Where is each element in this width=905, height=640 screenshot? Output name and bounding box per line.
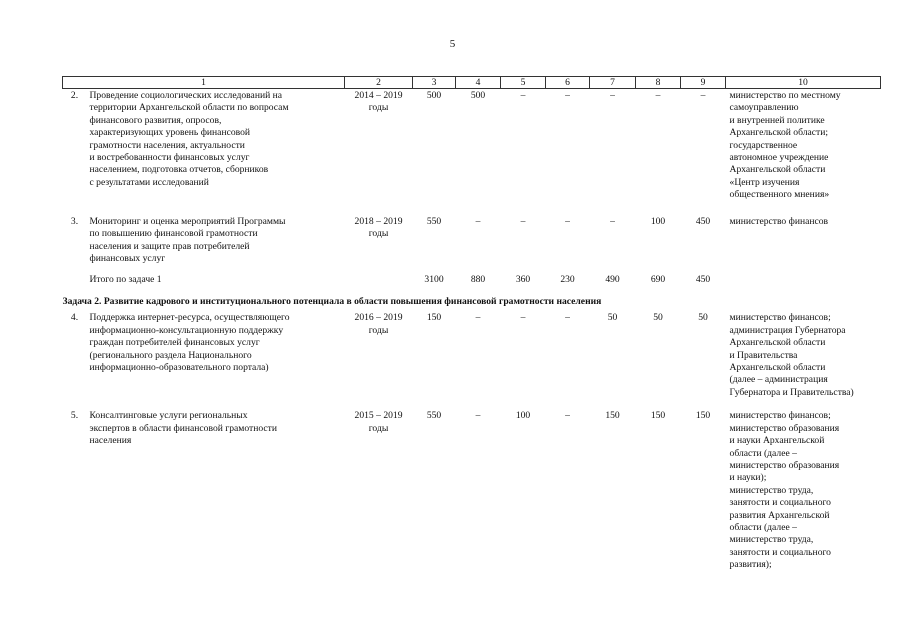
- responsible-executor: министерство финансов: [729, 216, 829, 227]
- header-col-10: 10: [726, 77, 881, 89]
- subtotal-2018: 690: [650, 274, 666, 285]
- responsible-executor: министерство финансов; министерство образования и науки Архангельской области (далее – министерство образования и науки); министерство труда, занятости и социального развития Архангельской области (далее – министерство труда, занятости и социального развития);: [729, 410, 840, 571]
- value-2019: 50: [698, 312, 708, 324]
- header-col-6: 6: [546, 77, 590, 89]
- value-2015: –: [520, 312, 526, 324]
- value-2016: –: [565, 312, 570, 324]
- table-row: [63, 215, 881, 273]
- header-col-2: 2: [345, 77, 413, 89]
- header-col-7: 7: [590, 77, 636, 89]
- value-2014: –: [475, 410, 481, 422]
- activity-name: Консалтинговые услуги региональных экспертов в области финансовой грамотности населения: [89, 410, 277, 447]
- value-2016: –: [565, 410, 570, 422]
- value-2018: 150: [650, 410, 666, 422]
- row-number: 5.: [70, 410, 79, 422]
- value-2017: 150: [605, 410, 620, 422]
- header-col-5: 5: [501, 77, 546, 89]
- subtotal-label: Итого по задаче 1: [89, 274, 162, 285]
- page-number: 5: [449, 38, 456, 50]
- table-header: [63, 77, 881, 89]
- activity-name: Поддержка интернет-ресурса, осуществляющего информационно-консультационную поддержку граждан потребителей финансовых услуг (регионального раздела Национального информационно-образовательного портала): [89, 312, 290, 374]
- row-number: 3.: [70, 216, 79, 227]
- value-2017: 50: [607, 312, 618, 324]
- activity-period: 2014 – 2019 годы: [354, 90, 403, 114]
- row-number: 2.: [70, 90, 79, 101]
- subtotal-2015: 360: [515, 274, 531, 285]
- subtotal-total: 3100: [424, 274, 444, 285]
- program-table: [62, 76, 881, 590]
- value-2019: –: [700, 90, 706, 101]
- value-2019: 150: [695, 410, 711, 422]
- header-col-1: 1: [63, 77, 345, 89]
- value-2015: –: [520, 90, 526, 101]
- table-row: [63, 311, 881, 409]
- value-2014: 500: [470, 90, 486, 101]
- table-row: [63, 89, 881, 216]
- value-2018: –: [655, 90, 661, 101]
- header-col-8: 8: [636, 77, 681, 89]
- header-col-9: 9: [681, 77, 726, 89]
- value-2019: 450: [695, 216, 711, 227]
- value-total: 550: [426, 410, 442, 422]
- value-total: 150: [426, 312, 442, 324]
- value-2018: 100: [650, 216, 666, 227]
- value-2016: –: [565, 216, 570, 227]
- subtotal-row: [63, 273, 881, 294]
- value-2016: –: [565, 90, 570, 101]
- header-col-3: 3: [413, 77, 456, 89]
- task-heading-row: [63, 294, 881, 311]
- table-row: [63, 409, 881, 590]
- subtotal-2017: 490: [605, 274, 620, 285]
- value-2014: –: [475, 312, 481, 324]
- activity-name: Проведение социологических исследований на территории Архангельской области по вопросам финансового развития, опросов, характеризующих уровень финансовой грамотности населения, актуальности и востребованности финансовых услуг населением, подготовка отчетов, сборников с результатами исследований: [89, 90, 289, 188]
- value-2014: –: [475, 216, 481, 227]
- value-total: 500: [426, 90, 442, 101]
- value-2017: –: [610, 216, 615, 227]
- activity-period: 2018 – 2019 годы: [354, 216, 403, 240]
- task-2-heading: Задача 2. Развитие кадрового и институционального потенциала в области повышения финансовой грамотности населения: [62, 296, 602, 307]
- value-total: 550: [426, 216, 442, 227]
- row-number: 4.: [70, 312, 79, 324]
- value-2017: –: [610, 90, 615, 101]
- value-2015: 100: [515, 410, 531, 422]
- activity-period: 2016 – 2019 годы: [354, 312, 403, 336]
- responsible-executor: министерство финансов; администрация Губернатора Архангельской области и Правительства Архангельской области (далее – администрация Губернатора и Правительства): [729, 312, 854, 398]
- subtotal-2014: 880: [470, 274, 486, 285]
- responsible-executor: министерство по местному самоуправлению и внутренней политике Архангельской области; государственное автономное учреждение Архангельской области «Центр изучения общественного мнения»: [729, 90, 841, 201]
- value-2015: –: [520, 216, 526, 227]
- subtotal-2016: 230: [560, 274, 575, 285]
- activity-name: Мониторинг и оценка мероприятий Программы по повышению финансовой грамотности населения и защите прав потребителей финансовых услуг: [89, 216, 286, 265]
- program-table-container: [62, 76, 880, 590]
- value-2018: 50: [653, 312, 663, 324]
- header-col-4: 4: [456, 77, 501, 89]
- subtotal-2019: 450: [695, 274, 711, 285]
- activity-period: 2015 – 2019 годы: [354, 410, 403, 434]
